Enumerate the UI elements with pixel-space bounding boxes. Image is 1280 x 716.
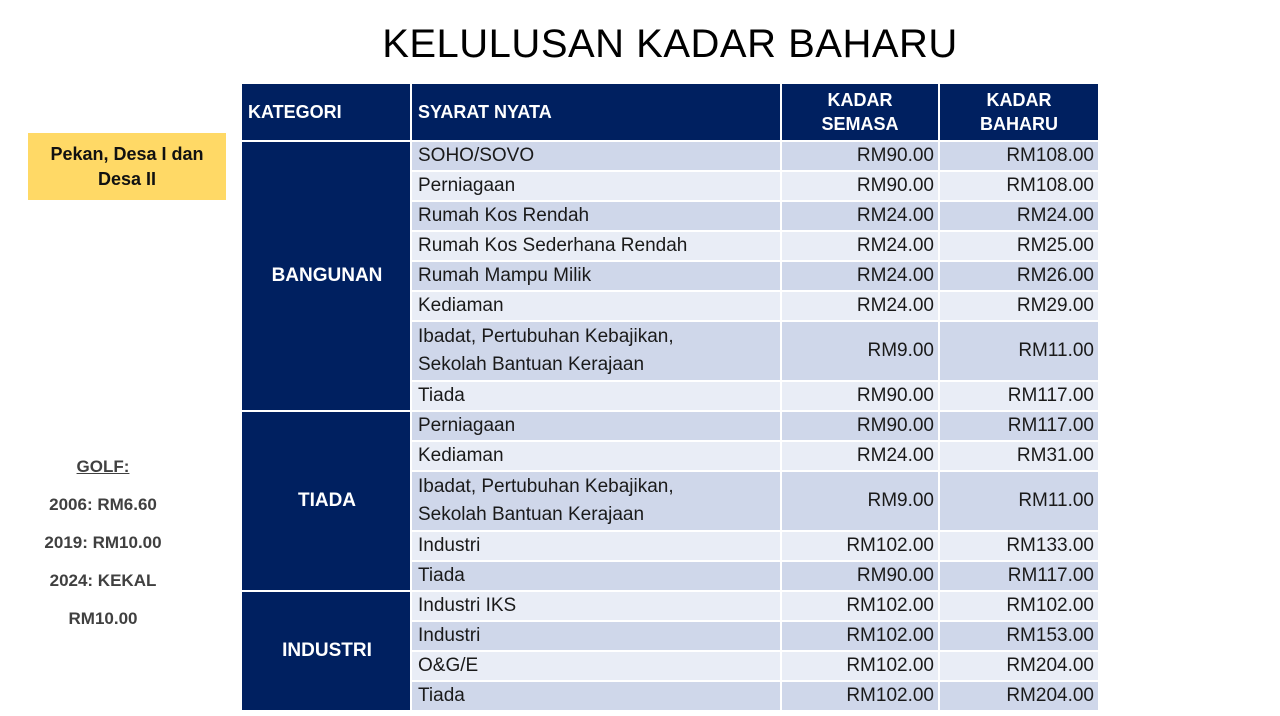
golf-line: RM10.00 [68, 609, 138, 628]
kadar-baharu-cell: RM117.00 [939, 561, 1099, 591]
syarat-nyata-text: Ibadat, Pertubuhan Kebajikan, [418, 326, 674, 347]
syarat-nyata-text: Kediaman [418, 445, 504, 466]
syarat-nyata-cell [411, 681, 781, 711]
golf-line: 2019: RM10.00 [44, 533, 162, 552]
kadar-semasa-cell: RM102.00 [781, 621, 939, 651]
syarat-nyata-cell [411, 411, 781, 441]
syarat-nyata-text: Kediaman [418, 295, 504, 316]
syarat-nyata-cell [411, 231, 781, 261]
kadar-semasa-cell: RM90.00 [781, 171, 939, 201]
syarat-nyata-cell [411, 201, 781, 231]
syarat-nyata-text: Industri [418, 535, 481, 556]
kadar-semasa-cell: RM24.00 [781, 231, 939, 261]
kadar-baharu-cell: RM102.00 [939, 591, 1099, 621]
kadar-baharu-cell: RM24.00 [939, 201, 1099, 231]
syarat-nyata-text: Perniagaan [418, 175, 516, 196]
kadar-semasa-cell: RM24.00 [781, 291, 939, 321]
table-row [241, 141, 1099, 171]
syarat-nyata-text: Rumah Mampu Milik [418, 265, 592, 286]
syarat-nyata-text-line2: Sekolah Bantuan Kerajaan [418, 354, 645, 375]
kadar-baharu-cell: RM108.00 [939, 171, 1099, 201]
syarat-nyata-cell [411, 621, 781, 651]
syarat-nyata-cell [411, 651, 781, 681]
kadar-baharu-cell: RM204.00 [939, 681, 1099, 711]
syarat-nyata-text: Industri IKS [418, 595, 517, 616]
table-row [241, 591, 1099, 621]
kadar-semasa-cell: RM90.00 [781, 381, 939, 411]
syarat-nyata-cell [411, 171, 781, 201]
syarat-nyata-text: Ibadat, Pertubuhan Kebajikan, [418, 476, 674, 497]
syarat-nyata-cell [411, 531, 781, 561]
kadar-semasa-cell: RM24.00 [781, 261, 939, 291]
syarat-nyata-text: Tiada [418, 565, 465, 586]
table-header-row [241, 83, 1099, 141]
category-cell: INDUSTRI [241, 591, 411, 711]
syarat-nyata-cell [411, 591, 781, 621]
header-kadar-semasa-line2: SEMASA [821, 114, 899, 134]
syarat-nyata-cell [411, 261, 781, 291]
syarat-nyata-text: Tiada [418, 685, 465, 706]
area-badge: Pekan, Desa I dan Desa II [28, 133, 226, 200]
kadar-baharu-cell: RM153.00 [939, 621, 1099, 651]
kadar-baharu-cell: RM29.00 [939, 291, 1099, 321]
category-cell: TIADA [241, 411, 411, 591]
syarat-nyata-cell [411, 291, 781, 321]
category-cell: BANGUNAN [241, 141, 411, 411]
kadar-semasa-cell: RM24.00 [781, 201, 939, 231]
syarat-nyata-cell [411, 321, 781, 381]
kadar-semasa-cell: RM102.00 [781, 591, 939, 621]
syarat-nyata-text: Rumah Kos Sederhana Rendah [418, 235, 688, 256]
kadar-semasa-cell: RM90.00 [781, 141, 939, 171]
kadar-baharu-cell: RM11.00 [939, 471, 1099, 531]
syarat-nyata-text: Tiada [418, 385, 465, 406]
kadar-baharu-cell: RM26.00 [939, 261, 1099, 291]
header-kadar-baharu-line2: BAHARU [980, 114, 1058, 134]
kadar-semasa-cell: RM102.00 [781, 681, 939, 711]
header-syarat-nyata: SYARAT NYATA [411, 83, 781, 141]
kadar-semasa-cell: RM90.00 [781, 411, 939, 441]
kadar-semasa-cell: RM102.00 [781, 531, 939, 561]
syarat-nyata-text-line2: Sekolah Bantuan Kerajaan [418, 504, 645, 525]
kadar-semasa-cell: RM9.00 [781, 471, 939, 531]
golf-line: 2024: KEKAL [49, 571, 157, 590]
kadar-semasa-cell: RM24.00 [781, 441, 939, 471]
kadar-baharu-cell: RM11.00 [939, 321, 1099, 381]
syarat-nyata-text: Industri [418, 625, 481, 646]
header-kategori: KATEGORI [241, 83, 411, 141]
kadar-semasa-cell: RM102.00 [781, 651, 939, 681]
syarat-nyata-cell [411, 441, 781, 471]
rates-table [240, 82, 1100, 712]
kadar-semasa-cell: RM9.00 [781, 321, 939, 381]
table-row [241, 411, 1099, 441]
syarat-nyata-text: SOHO/SOVO [418, 145, 535, 166]
golf-line: 2006: RM6.60 [49, 495, 157, 514]
golf-heading: GOLF: [76, 457, 130, 476]
header-kadar-semasa [781, 83, 939, 141]
header-kadar-semasa-line1: KADAR [827, 90, 893, 110]
table-body [241, 141, 1099, 711]
header-kadar-baharu-line1: KADAR [986, 90, 1052, 110]
header-kadar-baharu [939, 83, 1099, 141]
kadar-baharu-cell: RM108.00 [939, 141, 1099, 171]
kadar-baharu-cell: RM25.00 [939, 231, 1099, 261]
kadar-baharu-cell: RM204.00 [939, 651, 1099, 681]
kadar-baharu-cell: RM117.00 [939, 411, 1099, 441]
syarat-nyata-cell [411, 141, 781, 171]
kadar-baharu-cell: RM133.00 [939, 531, 1099, 561]
syarat-nyata-text: O&G/E [418, 655, 479, 676]
kadar-semasa-cell: RM90.00 [781, 561, 939, 591]
syarat-nyata-cell [411, 381, 781, 411]
syarat-nyata-cell [411, 471, 781, 531]
syarat-nyata-cell [411, 561, 781, 591]
golf-note [0, 448, 206, 638]
syarat-nyata-text: Rumah Kos Rendah [418, 205, 590, 226]
page-title: KELULUSAN KADAR BAHARU [382, 22, 958, 66]
syarat-nyata-text: Perniagaan [418, 415, 516, 436]
kadar-baharu-cell: RM31.00 [939, 441, 1099, 471]
kadar-baharu-cell: RM117.00 [939, 381, 1099, 411]
